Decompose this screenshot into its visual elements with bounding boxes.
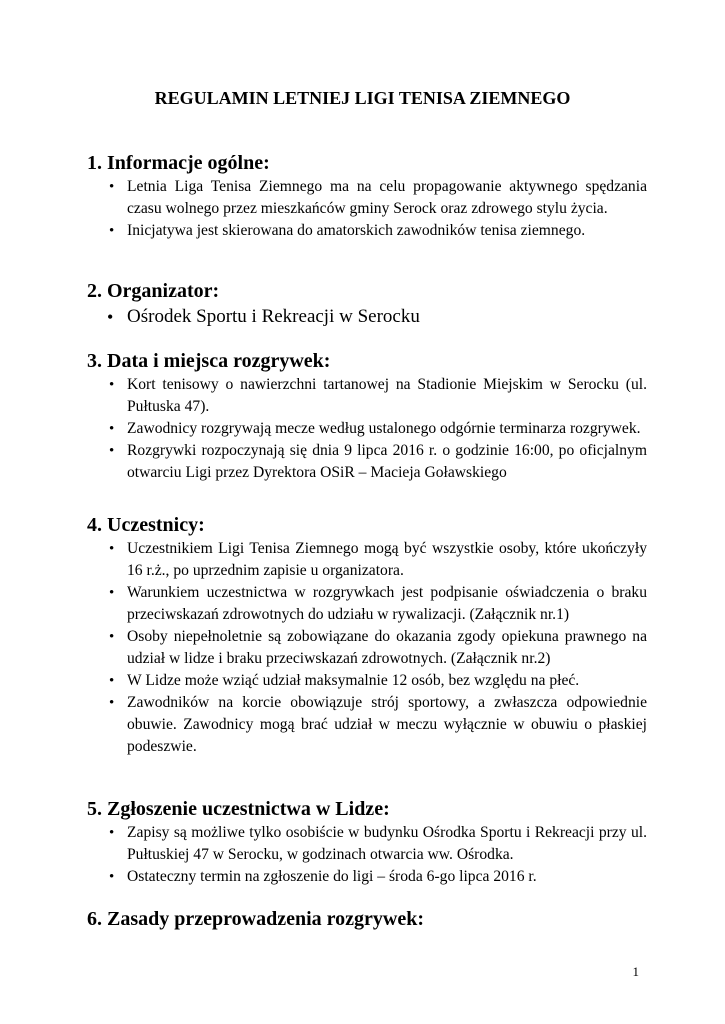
- section-heading: 6. Zasady przeprowadzenia rozgrywek:: [87, 908, 425, 930]
- bullet-list: [87, 374, 647, 484]
- bullet-icon: •: [109, 421, 115, 437]
- bullet-icon: •: [109, 541, 115, 557]
- list-item: • Zawodników na korcie obowiązuje strój sportowy, a zwłaszcza odpowiednie obuwie. Zawodnicy mogą brać udział w meczu wyłącznie w obuwiu o płaskiej podeszwie.: [109, 694, 647, 755]
- list-item: • Ostateczny termin na zgłoszenie do ligi – środa 6-go lipca 2016 r.: [87, 866, 647, 888]
- list-item: • Zawodnicy rozgrywają mecze według ustalonego odgórnie terminarza rozgrywek.: [87, 418, 647, 440]
- bullet-icon: •: [109, 869, 115, 885]
- bullet-icon: •: [109, 223, 115, 239]
- list-item: • Inicjatywa jest skierowana do amatorskich zawodników tenisa ziemnego.: [87, 220, 647, 242]
- section-heading: 3. Data i miejsca rozgrywek:: [87, 350, 331, 372]
- bullet-list: [87, 538, 647, 758]
- section-heading: 4. Uczestnicy:: [87, 514, 205, 536]
- section-organizer: [87, 278, 647, 330]
- list-item: • Zapisy są możliwe tylko osobiście w budynku Ośrodka Sportu i Rekreacji przy ul. Pułtuskiej 47 w Serocku, w godzinach otwarcia ww. Ośrodka.: [109, 824, 647, 863]
- bullet-icon: •: [109, 377, 115, 393]
- section-heading: 2. Organizator:: [87, 280, 220, 302]
- bullet-icon: •: [109, 629, 115, 645]
- section-heading: 5. Zgłoszenie uczestnictwa w Lidze:: [87, 798, 390, 820]
- list-item: • Kort tenisowy o nawierzchni tartanowej na Stadionie Miejskim w Serocku (ul. Pułtuska 47).: [109, 376, 647, 415]
- page-number: 1: [632, 964, 639, 979]
- section-participants: [87, 512, 647, 758]
- list-item: • Ośrodek Sportu i Rekreacji w Serocku: [87, 304, 647, 330]
- list-item: • Rozgrywki rozpoczynają się dnia 9 lipca 2016 r. o godzinie 16:00, po oficjalnym otwarciu Ligi przez Dyrektora OSiR – Macieja Goławskiego: [109, 442, 647, 481]
- bullet-icon: •: [109, 179, 115, 195]
- bullet-icon: •: [109, 443, 115, 459]
- bullet-icon: •: [109, 585, 115, 601]
- bullet-icon: •: [109, 825, 115, 841]
- document-title: REGULAMIN LETNIEJ LIGI TENISA ZIEMNEGO: [154, 88, 571, 108]
- list-item: • Warunkiem uczestnictwa w rozgrywkach jest podpisanie oświadczenia o braku przeciwskazań zdrowotnych do udziału w rywalizacji. (Załącznik nr.1): [109, 584, 647, 623]
- list-item: • Letnia Liga Tenisa Ziemnego ma na celu propagowanie aktywnego spędzania czasu wolnego przez mieszkańców gminy Serock oraz zdrowego stylu życia.: [109, 178, 647, 217]
- bullet-list: [87, 304, 647, 330]
- section-heading: 1. Informacje ogólne:: [87, 152, 270, 174]
- list-item: • W Lidze może wziąć udział maksymalnie 12 osób, bez względu na płeć.: [87, 670, 647, 692]
- bullet-icon: •: [109, 695, 115, 711]
- bullet-list: [87, 176, 647, 242]
- section-registration: [87, 796, 647, 888]
- bullet-list: [87, 822, 647, 888]
- list-item: • Uczestnikiem Ligi Tenisa Ziemnego mogą być wszystkie osoby, które ukończyły 16 r.ż., po uprzednim zapisie u organizatora.: [109, 540, 647, 579]
- bullet-icon: •: [107, 307, 114, 327]
- section-general-info: [87, 150, 647, 242]
- section-rules: [87, 906, 647, 932]
- section-dates-venues: [87, 348, 647, 484]
- list-item: • Osoby niepełnoletnie są zobowiązane do okazania zgody opiekuna prawnego na udział w lidze i braku przeciwskazań zdrowotnych. (Załącznik nr.2): [109, 628, 647, 667]
- bullet-icon: •: [109, 673, 115, 689]
